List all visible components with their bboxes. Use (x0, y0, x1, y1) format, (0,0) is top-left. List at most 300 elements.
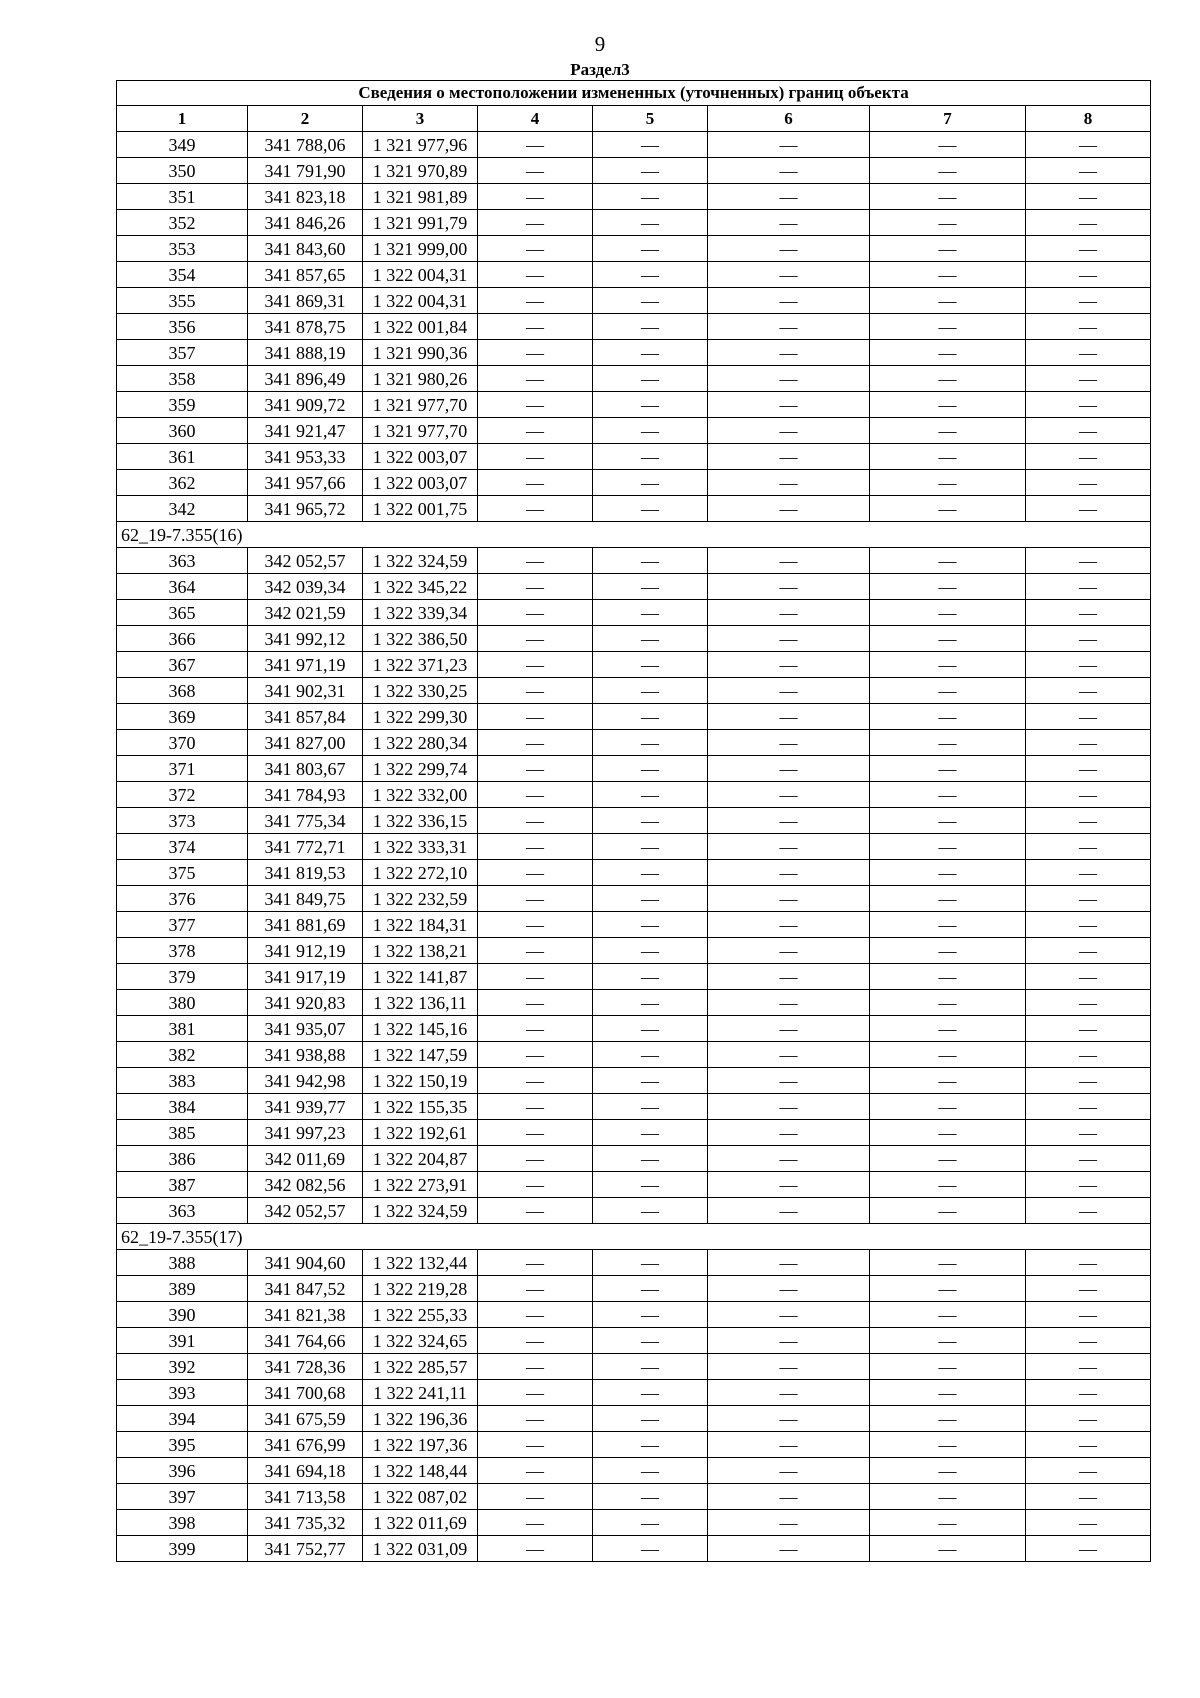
empty-value-dash: — (593, 444, 708, 470)
table-row (117, 236, 1151, 262)
table-row (117, 1536, 1151, 1562)
empty-value-dash: — (593, 860, 708, 886)
empty-value-dash: — (478, 288, 593, 314)
group-label: 62_19-7.355(17) (117, 1224, 1151, 1250)
empty-value-dash: — (478, 626, 593, 652)
point-number-cell: 390 (117, 1302, 248, 1328)
empty-value-dash: — (1026, 496, 1151, 522)
y-coordinate-cell: 1 322 324,65 (363, 1328, 478, 1354)
point-number-cell: 363 (117, 548, 248, 574)
column-header: 1 (117, 106, 248, 132)
empty-value-dash: — (478, 548, 593, 574)
point-number-cell: 369 (117, 704, 248, 730)
empty-value-dash: — (478, 1484, 593, 1510)
x-coordinate-cell: 341 869,31 (248, 288, 363, 314)
empty-value-dash: — (870, 496, 1026, 522)
point-number-cell: 395 (117, 1432, 248, 1458)
column-header: 2 (248, 106, 363, 132)
empty-value-dash: — (870, 470, 1026, 496)
empty-value-dash: — (870, 418, 1026, 444)
table-row (117, 314, 1151, 340)
empty-value-dash: — (708, 730, 870, 756)
point-number-cell: 389 (117, 1276, 248, 1302)
table-row (117, 158, 1151, 184)
empty-value-dash: — (593, 1094, 708, 1120)
table-row (117, 1068, 1151, 1094)
x-coordinate-cell: 341 735,32 (248, 1510, 363, 1536)
x-coordinate-cell: 341 965,72 (248, 496, 363, 522)
x-coordinate-cell: 341 957,66 (248, 470, 363, 496)
empty-value-dash: — (708, 340, 870, 366)
point-number-cell: 384 (117, 1094, 248, 1120)
empty-value-dash: — (708, 1302, 870, 1328)
empty-value-dash: — (478, 808, 593, 834)
point-number-cell: 356 (117, 314, 248, 340)
y-coordinate-cell: 1 322 148,44 (363, 1458, 478, 1484)
point-number-cell: 375 (117, 860, 248, 886)
point-number-cell: 385 (117, 1120, 248, 1146)
point-number-cell: 366 (117, 626, 248, 652)
empty-value-dash: — (708, 444, 870, 470)
y-coordinate-cell: 1 321 981,89 (363, 184, 478, 210)
empty-value-dash: — (593, 1250, 708, 1276)
empty-value-dash: — (593, 262, 708, 288)
table-row (117, 366, 1151, 392)
y-coordinate-cell: 1 322 001,75 (363, 496, 478, 522)
y-coordinate-cell: 1 322 136,11 (363, 990, 478, 1016)
empty-value-dash: — (1026, 626, 1151, 652)
empty-value-dash: — (870, 938, 1026, 964)
empty-value-dash: — (870, 288, 1026, 314)
boundary-coordinates-table (116, 80, 1151, 1562)
empty-value-dash: — (708, 1094, 870, 1120)
table-row (117, 262, 1151, 288)
empty-value-dash: — (593, 782, 708, 808)
table-row (117, 1328, 1151, 1354)
empty-value-dash: — (478, 184, 593, 210)
empty-value-dash: — (870, 366, 1026, 392)
y-coordinate-cell: 1 322 004,31 (363, 288, 478, 314)
y-coordinate-cell: 1 322 150,19 (363, 1068, 478, 1094)
x-coordinate-cell: 341 788,06 (248, 132, 363, 158)
table-caption: Сведения о местоположении измененных (уточненных) границ объекта (117, 81, 1151, 106)
point-number-cell: 391 (117, 1328, 248, 1354)
empty-value-dash: — (478, 574, 593, 600)
empty-value-dash: — (593, 1354, 708, 1380)
empty-value-dash: — (593, 1198, 708, 1224)
empty-value-dash: — (1026, 860, 1151, 886)
empty-value-dash: — (478, 1406, 593, 1432)
empty-value-dash: — (870, 990, 1026, 1016)
empty-value-dash: — (593, 834, 708, 860)
empty-value-dash: — (478, 730, 593, 756)
point-number-cell: 399 (117, 1536, 248, 1562)
empty-value-dash: — (708, 808, 870, 834)
y-coordinate-cell: 1 322 155,35 (363, 1094, 478, 1120)
empty-value-dash: — (708, 1120, 870, 1146)
x-coordinate-cell: 341 942,98 (248, 1068, 363, 1094)
y-coordinate-cell: 1 322 145,16 (363, 1016, 478, 1042)
empty-value-dash: — (593, 392, 708, 418)
empty-value-dash: — (478, 314, 593, 340)
table-row (117, 964, 1151, 990)
empty-value-dash: — (593, 548, 708, 574)
table-row (117, 184, 1151, 210)
empty-value-dash: — (708, 132, 870, 158)
table-row (117, 132, 1151, 158)
empty-value-dash: — (478, 834, 593, 860)
empty-value-dash: — (593, 1068, 708, 1094)
empty-value-dash: — (478, 1016, 593, 1042)
table-row (117, 1250, 1151, 1276)
empty-value-dash: — (1026, 1198, 1151, 1224)
point-number-cell: 377 (117, 912, 248, 938)
x-coordinate-cell: 342 021,59 (248, 600, 363, 626)
empty-value-dash: — (870, 1172, 1026, 1198)
x-coordinate-cell: 341 847,52 (248, 1276, 363, 1302)
empty-value-dash: — (478, 1302, 593, 1328)
empty-value-dash: — (478, 366, 593, 392)
empty-value-dash: — (478, 158, 593, 184)
empty-value-dash: — (593, 210, 708, 236)
y-coordinate-cell: 1 321 977,70 (363, 418, 478, 444)
empty-value-dash: — (708, 704, 870, 730)
table-row (117, 730, 1151, 756)
empty-value-dash: — (870, 1328, 1026, 1354)
x-coordinate-cell: 342 052,57 (248, 548, 363, 574)
point-number-cell: 382 (117, 1042, 248, 1068)
point-number-cell: 383 (117, 1068, 248, 1094)
empty-value-dash: — (593, 1146, 708, 1172)
y-coordinate-cell: 1 322 147,59 (363, 1042, 478, 1068)
x-coordinate-cell: 341 857,65 (248, 262, 363, 288)
x-coordinate-cell: 342 011,69 (248, 1146, 363, 1172)
empty-value-dash: — (593, 808, 708, 834)
point-number-cell: 342 (117, 496, 248, 522)
empty-value-dash: — (870, 1354, 1026, 1380)
empty-value-dash: — (1026, 1484, 1151, 1510)
y-coordinate-cell: 1 322 324,59 (363, 1198, 478, 1224)
x-coordinate-cell: 341 791,90 (248, 158, 363, 184)
point-number-cell: 371 (117, 756, 248, 782)
empty-value-dash: — (593, 990, 708, 1016)
empty-value-dash: — (593, 756, 708, 782)
table-row (117, 470, 1151, 496)
empty-value-dash: — (593, 574, 708, 600)
empty-value-dash: — (1026, 132, 1151, 158)
empty-value-dash: — (478, 678, 593, 704)
empty-value-dash: — (870, 782, 1026, 808)
empty-value-dash: — (708, 886, 870, 912)
y-coordinate-cell: 1 322 003,07 (363, 470, 478, 496)
empty-value-dash: — (870, 860, 1026, 886)
empty-value-dash: — (593, 158, 708, 184)
point-number-cell: 387 (117, 1172, 248, 1198)
empty-value-dash: — (870, 158, 1026, 184)
point-number-cell: 360 (117, 418, 248, 444)
point-number-cell: 386 (117, 1146, 248, 1172)
x-coordinate-cell: 341 935,07 (248, 1016, 363, 1042)
table-row (117, 626, 1151, 652)
empty-value-dash: — (708, 1380, 870, 1406)
empty-value-dash: — (1026, 210, 1151, 236)
y-coordinate-cell: 1 322 141,87 (363, 964, 478, 990)
empty-value-dash: — (870, 678, 1026, 704)
empty-value-dash: — (593, 1406, 708, 1432)
empty-value-dash: — (1026, 990, 1151, 1016)
empty-value-dash: — (593, 418, 708, 444)
empty-value-dash: — (593, 600, 708, 626)
empty-value-dash: — (870, 1198, 1026, 1224)
point-number-cell: 396 (117, 1458, 248, 1484)
empty-value-dash: — (708, 1198, 870, 1224)
x-coordinate-cell: 341 912,19 (248, 938, 363, 964)
empty-value-dash: — (478, 1510, 593, 1536)
empty-value-dash: — (708, 496, 870, 522)
point-number-cell: 364 (117, 574, 248, 600)
empty-value-dash: — (870, 1094, 1026, 1120)
y-coordinate-cell: 1 322 003,07 (363, 444, 478, 470)
empty-value-dash: — (593, 366, 708, 392)
empty-value-dash: — (708, 574, 870, 600)
point-number-cell: 379 (117, 964, 248, 990)
y-coordinate-cell: 1 321 999,00 (363, 236, 478, 262)
x-coordinate-cell: 341 803,67 (248, 756, 363, 782)
empty-value-dash: — (870, 886, 1026, 912)
empty-value-dash: — (870, 392, 1026, 418)
point-number-cell: 373 (117, 808, 248, 834)
empty-value-dash: — (870, 1432, 1026, 1458)
x-coordinate-cell: 342 052,57 (248, 1198, 363, 1224)
y-coordinate-cell: 1 322 386,50 (363, 626, 478, 652)
table-row (117, 886, 1151, 912)
table-row (117, 808, 1151, 834)
empty-value-dash: — (478, 236, 593, 262)
empty-value-dash: — (708, 288, 870, 314)
empty-value-dash: — (593, 314, 708, 340)
empty-value-dash: — (870, 132, 1026, 158)
group-header-row (117, 522, 1151, 548)
x-coordinate-cell: 341 675,59 (248, 1406, 363, 1432)
empty-value-dash: — (478, 1354, 593, 1380)
empty-value-dash: — (870, 548, 1026, 574)
y-coordinate-cell: 1 321 970,89 (363, 158, 478, 184)
empty-value-dash: — (478, 704, 593, 730)
empty-value-dash: — (1026, 678, 1151, 704)
empty-value-dash: — (593, 1484, 708, 1510)
y-coordinate-cell: 1 322 204,87 (363, 1146, 478, 1172)
section-title: Раздел3 (570, 60, 630, 79)
group-label: 62_19-7.355(16) (117, 522, 1151, 548)
empty-value-dash: — (478, 1536, 593, 1562)
y-coordinate-cell: 1 322 196,36 (363, 1406, 478, 1432)
y-coordinate-cell: 1 322 087,02 (363, 1484, 478, 1510)
y-coordinate-cell: 1 322 138,21 (363, 938, 478, 964)
empty-value-dash: — (478, 652, 593, 678)
empty-value-dash: — (708, 600, 870, 626)
y-coordinate-cell: 1 322 031,09 (363, 1536, 478, 1562)
y-coordinate-cell: 1 322 333,31 (363, 834, 478, 860)
empty-value-dash: — (478, 1094, 593, 1120)
point-number-cell: 354 (117, 262, 248, 288)
empty-value-dash: — (1026, 444, 1151, 470)
empty-value-dash: — (708, 158, 870, 184)
table-row (117, 678, 1151, 704)
empty-value-dash: — (478, 1146, 593, 1172)
empty-value-dash: — (1026, 1354, 1151, 1380)
point-number-cell: 370 (117, 730, 248, 756)
empty-value-dash: — (870, 834, 1026, 860)
empty-value-dash: — (1026, 1146, 1151, 1172)
x-coordinate-cell: 341 772,71 (248, 834, 363, 860)
empty-value-dash: — (593, 1536, 708, 1562)
column-header: 8 (1026, 106, 1151, 132)
empty-value-dash: — (708, 262, 870, 288)
y-coordinate-cell: 1 322 001,84 (363, 314, 478, 340)
x-coordinate-cell: 341 878,75 (248, 314, 363, 340)
empty-value-dash: — (1026, 340, 1151, 366)
empty-value-dash: — (1026, 1042, 1151, 1068)
empty-value-dash: — (1026, 366, 1151, 392)
empty-value-dash: — (708, 1458, 870, 1484)
point-number-cell: 378 (117, 938, 248, 964)
empty-value-dash: — (870, 808, 1026, 834)
empty-value-dash: — (708, 418, 870, 444)
empty-value-dash: — (708, 210, 870, 236)
empty-value-dash: — (1026, 262, 1151, 288)
empty-value-dash: — (1026, 730, 1151, 756)
empty-value-dash: — (708, 1172, 870, 1198)
y-coordinate-cell: 1 322 299,30 (363, 704, 478, 730)
empty-value-dash: — (870, 704, 1026, 730)
empty-value-dash: — (1026, 236, 1151, 262)
x-coordinate-cell: 341 827,00 (248, 730, 363, 756)
table-row (117, 1432, 1151, 1458)
x-coordinate-cell: 342 039,34 (248, 574, 363, 600)
empty-value-dash: — (593, 704, 708, 730)
table-row (117, 1094, 1151, 1120)
table-row (117, 1042, 1151, 1068)
empty-value-dash: — (708, 756, 870, 782)
y-coordinate-cell: 1 322 219,28 (363, 1276, 478, 1302)
table-row (117, 1120, 1151, 1146)
empty-value-dash: — (1026, 1250, 1151, 1276)
point-number-cell: 350 (117, 158, 248, 184)
empty-value-dash: — (1026, 912, 1151, 938)
empty-value-dash: — (708, 1432, 870, 1458)
empty-value-dash: — (593, 1302, 708, 1328)
table-row (117, 288, 1151, 314)
empty-value-dash: — (593, 1120, 708, 1146)
empty-value-dash: — (870, 184, 1026, 210)
y-coordinate-cell: 1 322 336,15 (363, 808, 478, 834)
empty-value-dash: — (1026, 1536, 1151, 1562)
empty-value-dash: — (593, 730, 708, 756)
empty-value-dash: — (1026, 418, 1151, 444)
point-number-cell: 357 (117, 340, 248, 366)
empty-value-dash: — (870, 1250, 1026, 1276)
empty-value-dash: — (708, 1536, 870, 1562)
page-number: 9 (594, 32, 606, 56)
empty-value-dash: — (1026, 1406, 1151, 1432)
empty-value-dash: — (593, 1510, 708, 1536)
x-coordinate-cell: 341 752,77 (248, 1536, 363, 1562)
table-row (117, 912, 1151, 938)
empty-value-dash: — (478, 860, 593, 886)
point-number-cell: 381 (117, 1016, 248, 1042)
empty-value-dash: — (870, 574, 1026, 600)
empty-value-dash: — (708, 912, 870, 938)
empty-value-dash: — (1026, 1432, 1151, 1458)
x-coordinate-cell: 341 823,18 (248, 184, 363, 210)
empty-value-dash: — (478, 912, 593, 938)
empty-value-dash: — (478, 132, 593, 158)
table-row (117, 392, 1151, 418)
empty-value-dash: — (870, 1016, 1026, 1042)
empty-value-dash: — (1026, 1172, 1151, 1198)
table-row (117, 340, 1151, 366)
table-row (117, 1484, 1151, 1510)
x-coordinate-cell: 341 784,93 (248, 782, 363, 808)
empty-value-dash: — (593, 470, 708, 496)
empty-value-dash: — (708, 964, 870, 990)
empty-value-dash: — (708, 782, 870, 808)
table-row (117, 1146, 1151, 1172)
point-number-cell: 352 (117, 210, 248, 236)
table-row (117, 210, 1151, 236)
table-row (117, 1458, 1151, 1484)
empty-value-dash: — (593, 1432, 708, 1458)
empty-value-dash: — (870, 1146, 1026, 1172)
table-row (117, 548, 1151, 574)
y-coordinate-cell: 1 321 977,70 (363, 392, 478, 418)
empty-value-dash: — (1026, 704, 1151, 730)
point-number-cell: 361 (117, 444, 248, 470)
empty-value-dash: — (1026, 1510, 1151, 1536)
empty-value-dash: — (870, 262, 1026, 288)
empty-value-dash: — (1026, 314, 1151, 340)
empty-value-dash: — (708, 678, 870, 704)
empty-value-dash: — (708, 1016, 870, 1042)
table-row (117, 834, 1151, 860)
point-number-cell: 374 (117, 834, 248, 860)
column-header: 6 (708, 106, 870, 132)
empty-value-dash: — (870, 1406, 1026, 1432)
x-coordinate-cell: 341 676,99 (248, 1432, 363, 1458)
table-row (117, 1406, 1151, 1432)
empty-value-dash: — (708, 834, 870, 860)
empty-value-dash: — (1026, 964, 1151, 990)
y-coordinate-cell: 1 321 977,96 (363, 132, 478, 158)
empty-value-dash: — (870, 1276, 1026, 1302)
x-coordinate-cell: 341 997,23 (248, 1120, 363, 1146)
y-coordinate-cell: 1 322 285,57 (363, 1354, 478, 1380)
x-coordinate-cell: 341 904,60 (248, 1250, 363, 1276)
table-row (117, 1302, 1151, 1328)
y-coordinate-cell: 1 322 004,31 (363, 262, 478, 288)
empty-value-dash: — (1026, 184, 1151, 210)
empty-value-dash: — (593, 1380, 708, 1406)
empty-value-dash: — (593, 964, 708, 990)
empty-value-dash: — (593, 132, 708, 158)
x-coordinate-cell: 341 921,47 (248, 418, 363, 444)
y-coordinate-cell: 1 321 991,79 (363, 210, 478, 236)
table-row (117, 1510, 1151, 1536)
empty-value-dash: — (478, 262, 593, 288)
empty-value-dash: — (478, 418, 593, 444)
empty-value-dash: — (870, 1302, 1026, 1328)
y-coordinate-cell: 1 322 330,25 (363, 678, 478, 704)
